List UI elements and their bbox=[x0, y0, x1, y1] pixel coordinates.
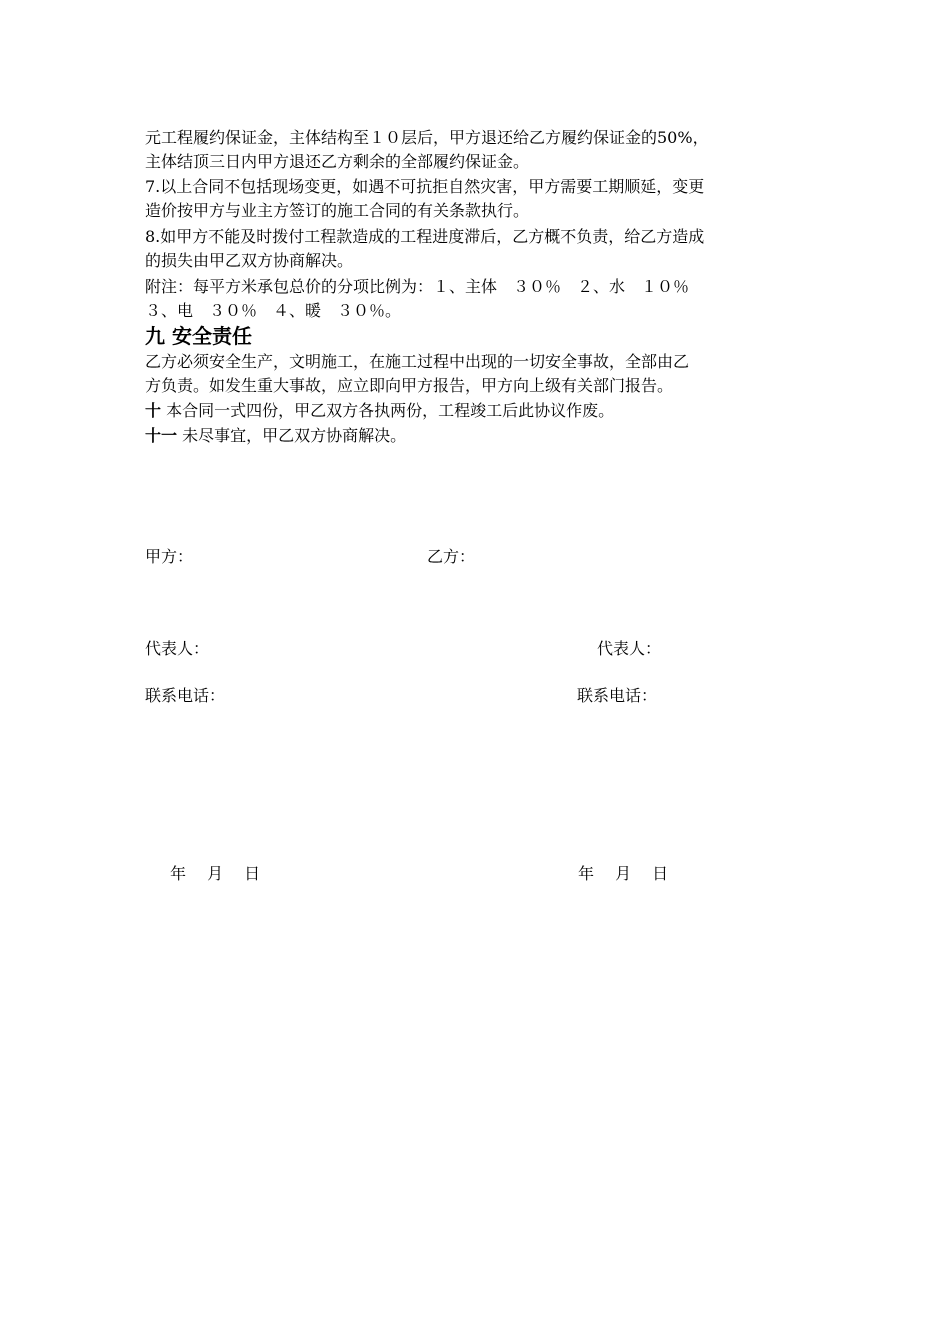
note-line-1: 附注：每平方米承包总价的分项比例为：１、主体 ３０％ ２、水 １０％ bbox=[145, 277, 690, 296]
section-10-number: 十 bbox=[145, 401, 162, 420]
section-9-heading: 九 安全责任 bbox=[145, 324, 252, 348]
note-line-2: ３、电 ３０％ ４、暖 ３０％。 bbox=[145, 301, 402, 320]
clause-6-line-2: 主体结顶三日内甲方退还乙方剩余的全部履约保证金。 bbox=[145, 152, 530, 171]
section-11-clause bbox=[145, 424, 815, 448]
section-11-text: 未尽事宜，甲乙双方协商解决。 bbox=[177, 426, 407, 445]
clause-7-line-2: 造价按甲方与业主方签订的施工合同的有关条款执行。 bbox=[145, 201, 530, 220]
phone-a-label: 联系电话： bbox=[145, 686, 226, 705]
representative-b-label: 代表人： bbox=[597, 639, 662, 658]
date-b-line: 年 月 日 bbox=[578, 864, 669, 883]
section-10-text: 本合同一式四份，甲乙双方各执两份，工程竣工后此协议作废。 bbox=[161, 401, 615, 420]
clause-7-line-1: 7.以上合同不包括现场变更，如遇不可抗拒自然灾害，甲方需要工期顺延，变更 bbox=[145, 177, 705, 196]
section-11-number: 十一 bbox=[145, 426, 178, 445]
section-9-line-2: 方负责。如发生重大事故，应立即向甲方报告，甲方向上级有关部门报告。 bbox=[145, 376, 674, 395]
representative-a-label: 代表人： bbox=[145, 639, 210, 658]
section-10-clause bbox=[145, 399, 815, 423]
party-a-label: 甲方： bbox=[145, 547, 194, 566]
clause-8-line-2: 的损失由甲乙双方协商解决。 bbox=[145, 251, 354, 270]
phone-b-label: 联系电话： bbox=[577, 686, 658, 705]
date-a-line: 年 月 日 bbox=[170, 864, 261, 883]
section-9-line-1: 乙方必须安全生产，文明施工，在施工过程中出现的一切安全事故，全部由乙 bbox=[145, 352, 690, 371]
party-b-label: 乙方： bbox=[427, 547, 476, 566]
clause-6-line-1: 元工程履约保证金，主体结构至１０层后，甲方退还给乙方履约保证金的50%， bbox=[145, 128, 709, 147]
clause-8-line-1: 8.如甲方不能及时拨付工程款造成的工程进度滞后，乙方概不负责，给乙方造成 bbox=[145, 227, 705, 246]
